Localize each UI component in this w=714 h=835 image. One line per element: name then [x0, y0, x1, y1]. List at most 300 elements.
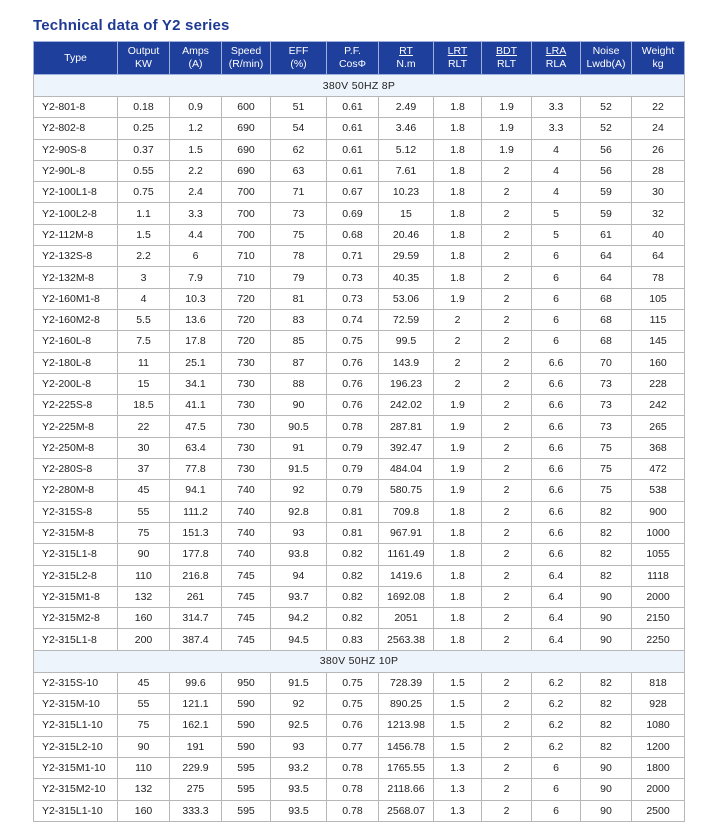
- table-cell: 6.6: [532, 459, 581, 480]
- table-cell: 28: [632, 160, 685, 181]
- table-cell: 79: [271, 267, 327, 288]
- table-cell: 110: [118, 757, 170, 778]
- table-cell: 2: [482, 203, 532, 224]
- table-cell: 45: [118, 672, 170, 693]
- table-cell: 18.5: [118, 395, 170, 416]
- table-cell: 730: [222, 373, 271, 394]
- table-cell: 1.8: [434, 544, 482, 565]
- table-cell: 2: [482, 459, 532, 480]
- table-cell: 94: [271, 565, 327, 586]
- table-row: [34, 459, 685, 480]
- column-header: Noise Lwdb(A): [581, 42, 632, 75]
- table-cell: 740: [222, 544, 271, 565]
- table-cell: 1456.78: [379, 736, 434, 757]
- column-header: Speed (R/min): [222, 42, 271, 75]
- table-cell: 730: [222, 352, 271, 373]
- table-cell: 6: [532, 288, 581, 309]
- table-cell: 580.75: [379, 480, 434, 501]
- table-cell: 40.35: [379, 267, 434, 288]
- table-cell: 745: [222, 608, 271, 629]
- table-cell: 15: [118, 373, 170, 394]
- table-cell: 82: [581, 501, 632, 522]
- table-cell: 24: [632, 118, 685, 139]
- table-row: [34, 672, 685, 693]
- table-cell: 2: [482, 224, 532, 245]
- table-cell: 92: [271, 694, 327, 715]
- table-cell: 4: [532, 182, 581, 203]
- table-cell: 90: [581, 779, 632, 800]
- table-cell: 1.5: [434, 672, 482, 693]
- table-cell: 143.9: [379, 352, 434, 373]
- table-cell: 2568.07: [379, 800, 434, 821]
- table-cell: 700: [222, 182, 271, 203]
- motor-type-cell: Y2-225S-8: [34, 395, 118, 416]
- table-cell: 2: [482, 373, 532, 394]
- table-cell: 2.2: [118, 246, 170, 267]
- table-cell: 93: [271, 522, 327, 543]
- table-cell: 61: [581, 224, 632, 245]
- table-cell: 0.78: [327, 779, 379, 800]
- table-cell: 1.8: [434, 586, 482, 607]
- table-cell: 1.9: [434, 395, 482, 416]
- table-cell: 2: [482, 246, 532, 267]
- table-cell: 90: [581, 757, 632, 778]
- page-title: Technical data of Y2 series: [33, 17, 230, 34]
- table-row: [34, 586, 685, 607]
- motor-type-cell: Y2-315M2-10: [34, 779, 118, 800]
- table-cell: 720: [222, 309, 271, 330]
- table-cell: 73: [581, 416, 632, 437]
- table-cell: 55: [118, 501, 170, 522]
- column-header: BDT RLT: [482, 42, 532, 75]
- table-cell: 7.9: [170, 267, 222, 288]
- motor-type-cell: Y2-90S-8: [34, 139, 118, 160]
- table-cell: 5.5: [118, 309, 170, 330]
- motor-type-cell: Y2-315M-10: [34, 694, 118, 715]
- table-cell: 1.9: [434, 480, 482, 501]
- table-cell: 1161.49: [379, 544, 434, 565]
- table-cell: 70: [581, 352, 632, 373]
- table-cell: 53.06: [379, 288, 434, 309]
- table-cell: 94.2: [271, 608, 327, 629]
- table-cell: 6: [532, 779, 581, 800]
- table-cell: 2000: [632, 779, 685, 800]
- table-cell: 2: [482, 736, 532, 757]
- table-cell: 2: [482, 586, 532, 607]
- table-row: [34, 309, 685, 330]
- table-cell: 32: [632, 203, 685, 224]
- table-row: [34, 416, 685, 437]
- table-cell: 2250: [632, 629, 685, 650]
- column-header: Type: [34, 42, 118, 75]
- motor-type-cell: Y2-315M2-8: [34, 608, 118, 629]
- table-cell: 99.6: [170, 672, 222, 693]
- table-cell: 2: [482, 309, 532, 330]
- table-cell: 1.5: [434, 694, 482, 715]
- table-cell: 2: [482, 437, 532, 458]
- table-cell: 177.8: [170, 544, 222, 565]
- table-cell: 83: [271, 309, 327, 330]
- table-cell: 1.3: [434, 800, 482, 821]
- table-cell: 75: [581, 480, 632, 501]
- table-cell: 2.2: [170, 160, 222, 181]
- table-cell: 392.47: [379, 437, 434, 458]
- section-row: [34, 75, 685, 97]
- table-cell: 51: [271, 97, 327, 118]
- table-cell: 93: [271, 736, 327, 757]
- table-row: [34, 779, 685, 800]
- table-row: [34, 544, 685, 565]
- table-cell: 0.79: [327, 459, 379, 480]
- table-cell: 82: [581, 715, 632, 736]
- table-cell: 0.82: [327, 586, 379, 607]
- table-cell: 0.75: [327, 331, 379, 352]
- table-cell: 68: [581, 331, 632, 352]
- table-cell: 3: [118, 267, 170, 288]
- table-cell: 75: [118, 522, 170, 543]
- table-cell: 2000: [632, 586, 685, 607]
- table-cell: 710: [222, 267, 271, 288]
- table-cell: 0.77: [327, 736, 379, 757]
- table-row: [34, 522, 685, 543]
- table-cell: 3.3: [532, 97, 581, 118]
- table-cell: 41.1: [170, 395, 222, 416]
- table-cell: 690: [222, 139, 271, 160]
- table-cell: 160: [632, 352, 685, 373]
- table-cell: 132: [118, 779, 170, 800]
- table-cell: 6: [532, 800, 581, 821]
- table-cell: 0.83: [327, 629, 379, 650]
- table-cell: 2563.38: [379, 629, 434, 650]
- table-cell: 3.3: [532, 118, 581, 139]
- table-cell: 68: [581, 288, 632, 309]
- table-row: [34, 800, 685, 821]
- table-cell: 1800: [632, 757, 685, 778]
- motor-type-cell: Y2-90L-8: [34, 160, 118, 181]
- motor-type-cell: Y2-160L-8: [34, 331, 118, 352]
- table-cell: 85: [271, 331, 327, 352]
- table-cell: 2: [434, 373, 482, 394]
- table-cell: 0.74: [327, 309, 379, 330]
- table-cell: 595: [222, 779, 271, 800]
- table-cell: 1.8: [434, 182, 482, 203]
- motor-type-cell: Y2-132M-8: [34, 267, 118, 288]
- table-cell: 1.3: [434, 757, 482, 778]
- table-cell: 63: [271, 160, 327, 181]
- table-cell: 6.2: [532, 715, 581, 736]
- table-cell: 6.6: [532, 395, 581, 416]
- table-cell: 90: [118, 736, 170, 757]
- table-cell: 6: [170, 246, 222, 267]
- table-cell: 6.6: [532, 544, 581, 565]
- table-cell: 3.46: [379, 118, 434, 139]
- table-cell: 0.76: [327, 395, 379, 416]
- table-cell: 1.8: [434, 246, 482, 267]
- table-cell: 25.1: [170, 352, 222, 373]
- table-cell: 91: [271, 437, 327, 458]
- table-cell: 2: [482, 694, 532, 715]
- table-cell: 595: [222, 800, 271, 821]
- table-cell: 72.59: [379, 309, 434, 330]
- table-cell: 55: [118, 694, 170, 715]
- table-cell: 730: [222, 416, 271, 437]
- table-cell: 47.5: [170, 416, 222, 437]
- section-label: 380V 50HZ 8P: [34, 75, 685, 97]
- table-cell: 1.9: [434, 416, 482, 437]
- table-cell: 1.8: [434, 160, 482, 181]
- table-cell: 2.49: [379, 97, 434, 118]
- table-cell: 93.5: [271, 779, 327, 800]
- table-cell: 600: [222, 97, 271, 118]
- table-cell: 730: [222, 459, 271, 480]
- table-cell: 151.3: [170, 522, 222, 543]
- table-cell: 740: [222, 480, 271, 501]
- table-cell: 1.9: [434, 288, 482, 309]
- table-cell: 1419.6: [379, 565, 434, 586]
- table-cell: 111.2: [170, 501, 222, 522]
- table-cell: 22: [632, 97, 685, 118]
- table-cell: 590: [222, 694, 271, 715]
- table-cell: 0.68: [327, 224, 379, 245]
- table-cell: 13.6: [170, 309, 222, 330]
- table-cell: 3.3: [170, 203, 222, 224]
- table-cell: 200: [118, 629, 170, 650]
- table-cell: 2: [482, 416, 532, 437]
- table-cell: 1080: [632, 715, 685, 736]
- motor-type-cell: Y2-250M-8: [34, 437, 118, 458]
- table-cell: 30: [632, 182, 685, 203]
- table-cell: 730: [222, 437, 271, 458]
- table-cell: 2: [482, 182, 532, 203]
- motor-type-cell: Y2-802-8: [34, 118, 118, 139]
- table-cell: 0.73: [327, 288, 379, 309]
- table-cell: 91.5: [271, 672, 327, 693]
- table-cell: 26: [632, 139, 685, 160]
- table-cell: 387.4: [170, 629, 222, 650]
- table-row: [34, 118, 685, 139]
- motor-type-cell: Y2-160M2-8: [34, 309, 118, 330]
- table-cell: 93.2: [271, 757, 327, 778]
- table-cell: 6.4: [532, 586, 581, 607]
- table-cell: 90: [581, 608, 632, 629]
- motor-type-cell: Y2-801-8: [34, 97, 118, 118]
- table-cell: 82: [581, 565, 632, 586]
- table-cell: 967.91: [379, 522, 434, 543]
- table-cell: 2: [482, 160, 532, 181]
- table-cell: 78: [632, 267, 685, 288]
- table-cell: 82: [581, 736, 632, 757]
- table-row: [34, 182, 685, 203]
- motor-type-cell: Y2-100L1-8: [34, 182, 118, 203]
- table-cell: 6.6: [532, 522, 581, 543]
- table-cell: 1.5: [170, 139, 222, 160]
- table-cell: 68: [581, 309, 632, 330]
- table-cell: 2.4: [170, 182, 222, 203]
- motor-type-cell: Y2-315L1-10: [34, 715, 118, 736]
- table-cell: 75: [118, 715, 170, 736]
- table-cell: 0.75: [327, 694, 379, 715]
- table-cell: 0.82: [327, 608, 379, 629]
- table-cell: 1.9: [482, 139, 532, 160]
- motor-type-cell: Y2-315L1-8: [34, 544, 118, 565]
- table-cell: 56: [581, 160, 632, 181]
- table-header: [34, 42, 685, 75]
- table-cell: 4: [532, 139, 581, 160]
- table-cell: 93.8: [271, 544, 327, 565]
- table-cell: 0.75: [327, 672, 379, 693]
- table-cell: 110: [118, 565, 170, 586]
- table-cell: 2: [434, 352, 482, 373]
- table-cell: 2: [482, 715, 532, 736]
- table-cell: 56: [581, 139, 632, 160]
- column-header: Output KW: [118, 42, 170, 75]
- motor-type-cell: Y2-315L2-10: [34, 736, 118, 757]
- column-header: RT N.m: [379, 42, 434, 75]
- motor-type-cell: Y2-160M1-8: [34, 288, 118, 309]
- motor-type-cell: Y2-315M1-10: [34, 757, 118, 778]
- motor-type-cell: Y2-180L-8: [34, 352, 118, 373]
- table-cell: 590: [222, 715, 271, 736]
- table-cell: 740: [222, 501, 271, 522]
- table-cell: 1.8: [434, 565, 482, 586]
- table-cell: 90: [118, 544, 170, 565]
- table-cell: 94.5: [271, 629, 327, 650]
- table-cell: 40: [632, 224, 685, 245]
- table-cell: 0.82: [327, 544, 379, 565]
- table-cell: 472: [632, 459, 685, 480]
- table-row: [34, 565, 685, 586]
- table-row: [34, 267, 685, 288]
- motor-type-cell: Y2-315S-8: [34, 501, 118, 522]
- motor-type-cell: Y2-315M1-8: [34, 586, 118, 607]
- table-cell: 0.76: [327, 373, 379, 394]
- table-cell: 121.1: [170, 694, 222, 715]
- table-cell: 1213.98: [379, 715, 434, 736]
- technical-data-table: [33, 41, 685, 822]
- table-cell: 92.8: [271, 501, 327, 522]
- table-cell: 78: [271, 246, 327, 267]
- column-header: Weight kg: [632, 42, 685, 75]
- table-cell: 595: [222, 757, 271, 778]
- table-cell: 17.8: [170, 331, 222, 352]
- table-cell: 1.2: [170, 118, 222, 139]
- table-cell: 242.02: [379, 395, 434, 416]
- table-cell: 538: [632, 480, 685, 501]
- table-cell: 88: [271, 373, 327, 394]
- table-cell: 5: [532, 203, 581, 224]
- motor-type-cell: Y2-112M-8: [34, 224, 118, 245]
- table-cell: 5: [532, 224, 581, 245]
- table-cell: 63.4: [170, 437, 222, 458]
- motor-type-cell: Y2-280M-8: [34, 480, 118, 501]
- table-cell: 93.5: [271, 800, 327, 821]
- table-cell: 71: [271, 182, 327, 203]
- motor-type-cell: Y2-100L2-8: [34, 203, 118, 224]
- table-cell: 0.55: [118, 160, 170, 181]
- table-cell: 191: [170, 736, 222, 757]
- table-cell: 75: [581, 459, 632, 480]
- table-cell: 6.6: [532, 501, 581, 522]
- table-cell: 77.8: [170, 459, 222, 480]
- table-cell: 0.82: [327, 565, 379, 586]
- table-cell: 4: [118, 288, 170, 309]
- table-cell: 45: [118, 480, 170, 501]
- table-row: [34, 246, 685, 267]
- table-cell: 1765.55: [379, 757, 434, 778]
- table-cell: 162.1: [170, 715, 222, 736]
- table-cell: 2: [482, 608, 532, 629]
- table-cell: 333.3: [170, 800, 222, 821]
- motor-type-cell: Y2-132S-8: [34, 246, 118, 267]
- table-cell: 7.5: [118, 331, 170, 352]
- table-cell: 75: [271, 224, 327, 245]
- table-cell: 30: [118, 437, 170, 458]
- table-cell: 242: [632, 395, 685, 416]
- table-cell: 10.3: [170, 288, 222, 309]
- table-cell: 7.61: [379, 160, 434, 181]
- table-row: [34, 694, 685, 715]
- table-cell: 2: [482, 395, 532, 416]
- table-cell: 690: [222, 118, 271, 139]
- table-cell: 29.59: [379, 246, 434, 267]
- table-cell: 0.61: [327, 97, 379, 118]
- table-cell: 0.79: [327, 437, 379, 458]
- table-cell: 0.75: [118, 182, 170, 203]
- table-cell: 368: [632, 437, 685, 458]
- table-cell: 890.25: [379, 694, 434, 715]
- table-row: [34, 288, 685, 309]
- table-cell: 1055: [632, 544, 685, 565]
- table-cell: 6: [532, 246, 581, 267]
- table-cell: 818: [632, 672, 685, 693]
- motor-type-cell: Y2-315M-8: [34, 522, 118, 543]
- table-cell: 2: [482, 352, 532, 373]
- table-cell: 81: [271, 288, 327, 309]
- table-cell: 6.2: [532, 736, 581, 757]
- table-cell: 2: [482, 480, 532, 501]
- table-cell: 4: [532, 160, 581, 181]
- table-row: [34, 608, 685, 629]
- table-cell: 94.1: [170, 480, 222, 501]
- table-cell: 0.18: [118, 97, 170, 118]
- table-cell: 1.5: [434, 715, 482, 736]
- table-cell: 6.2: [532, 672, 581, 693]
- table-cell: 2: [482, 672, 532, 693]
- column-header: EFF (%): [271, 42, 327, 75]
- table-cell: 2: [482, 544, 532, 565]
- table-body: [34, 75, 685, 822]
- table-cell: 6: [532, 309, 581, 330]
- table-cell: 6: [532, 331, 581, 352]
- table-cell: 0.61: [327, 118, 379, 139]
- table-cell: 6.4: [532, 608, 581, 629]
- table-cell: 1.8: [434, 118, 482, 139]
- table-cell: 0.9: [170, 97, 222, 118]
- table-cell: 22: [118, 416, 170, 437]
- table-row: [34, 224, 685, 245]
- table-row: [34, 629, 685, 650]
- header-row: [34, 42, 685, 75]
- table-cell: 132: [118, 586, 170, 607]
- table-cell: 105: [632, 288, 685, 309]
- table-cell: 2150: [632, 608, 685, 629]
- table-cell: 4.4: [170, 224, 222, 245]
- table-cell: 0.78: [327, 757, 379, 778]
- table-cell: 196.23: [379, 373, 434, 394]
- table-cell: 90: [581, 629, 632, 650]
- table-cell: 6.4: [532, 565, 581, 586]
- table-cell: 20.46: [379, 224, 434, 245]
